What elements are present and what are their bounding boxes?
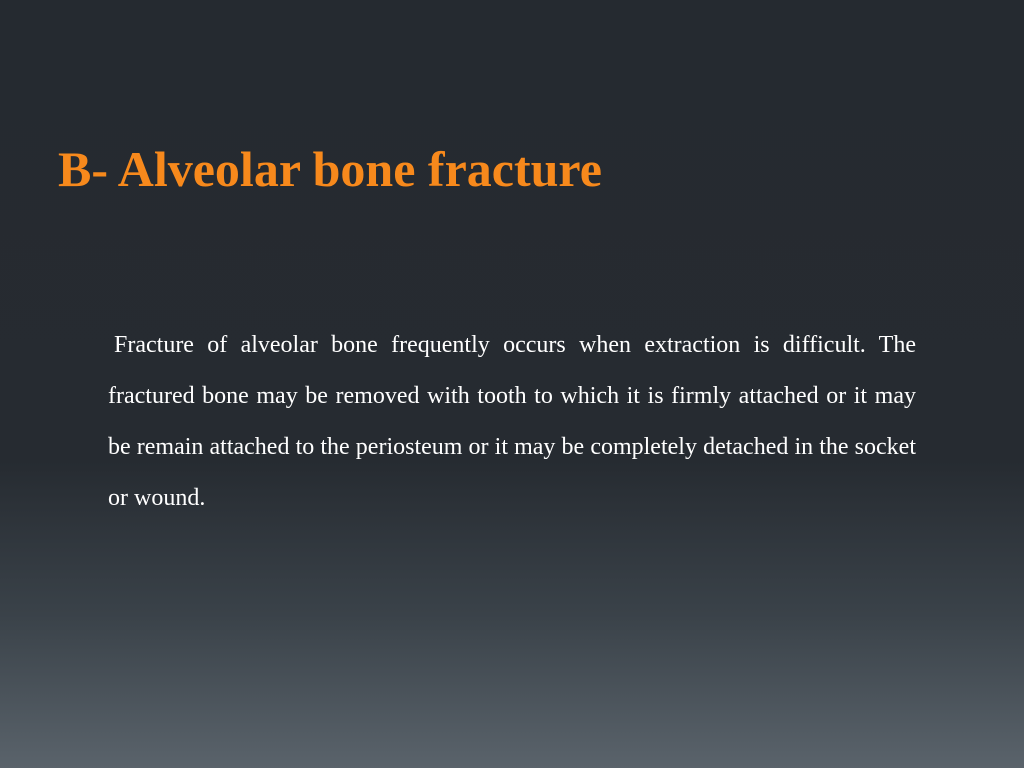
accent-bars xyxy=(944,64,1024,128)
slide-body-text: Fracture of alveolar bone frequently occurs when extraction is difficult. The fractured bone may be removed with tooth to which it is firmly attached or it may be remain attached to the periosteum or it may be completely detached in the socket or wound. xyxy=(108,332,916,511)
slide-title: B- Alveolar bone fracture xyxy=(58,141,602,197)
